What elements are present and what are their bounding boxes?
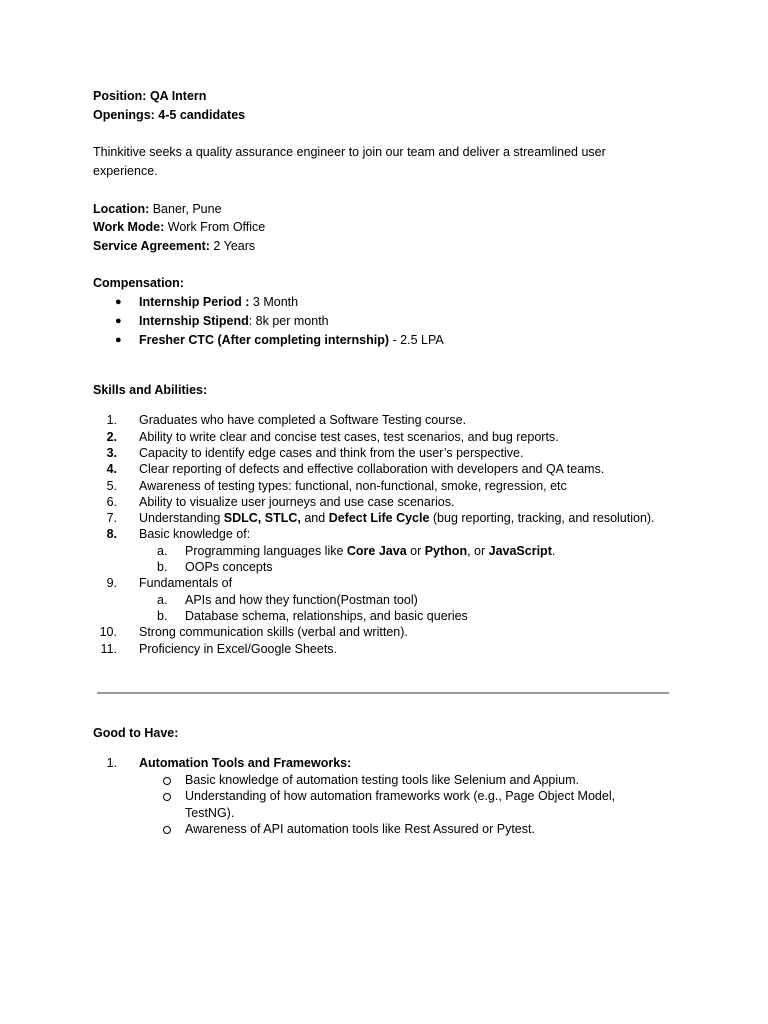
workmode-value: Work From Office (164, 220, 266, 234)
list-text: Database schema, relationships, and basic queries (185, 609, 468, 623)
list-text: Automation Tools and Frameworks: (139, 756, 352, 770)
workmode-row (93, 219, 265, 235)
list-number: 7. (106, 511, 117, 525)
list-number: 3. (106, 446, 117, 460)
list-text: Awareness of API automation tools like Rest Assured or Pytest. (185, 822, 535, 836)
list-text: Capacity to identify edge cases and think from the user’s perspective. (139, 446, 524, 460)
list-text: Ability to write clear and concise test cases, test scenarios, and bug reports. (139, 430, 559, 444)
hollow-bullet-icon (163, 777, 171, 785)
list-letter: a. (157, 544, 168, 558)
list-number: 8. (106, 527, 117, 541)
horizontal-divider (97, 692, 669, 694)
list-text: OOPs concepts (185, 560, 273, 574)
agreement-value: 2 Years (209, 239, 256, 253)
bullet-icon: ● (115, 296, 122, 308)
list-text: TestNG). (185, 806, 235, 820)
list-text: Programming languages like Core Java or Python, or JavaScript. (185, 544, 556, 558)
comp-key: Fresher CTC (After completing internship) (139, 333, 390, 347)
list-text: Basic knowledge of automation testing tools like Selenium and Appium. (185, 773, 579, 787)
location-row (93, 201, 222, 217)
list-text: Proficiency in Excel/Google Sheets. (139, 642, 338, 656)
list-text: Clear reporting of defects and effective collaboration with developers and QA teams. (139, 462, 605, 476)
comp-value: 3 Month (249, 295, 299, 309)
comp-value: : 8k per month (248, 314, 329, 328)
list-number: 1. (106, 756, 117, 770)
list-text: Understanding of how automation frameworks work (e.g., Page Object Model, (185, 789, 616, 803)
bullet-icon: ● (115, 315, 122, 327)
list-number: 6. (106, 495, 117, 509)
list-number: 11. (100, 642, 117, 656)
list-text: Basic knowledge of: (139, 527, 251, 541)
list-number: 9. (106, 576, 117, 590)
position-heading: Position: QA Intern (93, 89, 207, 103)
agreement-row (93, 238, 255, 254)
list-text: Ability to visualize user journeys and use case scenarios. (139, 495, 455, 509)
list-text: Fundamentals of (139, 576, 233, 590)
list-text: Understanding SDLC, STLC, and Defect Life Cycle (bug reporting, tracking, and resolution). (139, 511, 655, 525)
location-value: Baner, Pune (149, 202, 222, 216)
list-number: 10. (99, 625, 117, 639)
good-to-have-heading: Good to Have: (93, 726, 179, 740)
intro-line-2: experience. (93, 164, 158, 178)
list-number: 4. (106, 462, 117, 476)
agreement-key: Service Agreement: (93, 239, 210, 253)
list-letter: b. (157, 609, 168, 623)
skills-heading: Skills and Abilities: (93, 383, 208, 397)
list-text: APIs and how they function(Postman tool) (185, 593, 418, 607)
hollow-bullet-icon (163, 793, 171, 801)
location-key: Location: (93, 202, 150, 216)
list-letter: a. (157, 593, 168, 607)
list-text: Awareness of testing types: functional, non-functional, smoke, regression, etc (139, 479, 567, 493)
comp-value: - 2.5 LPA (389, 333, 444, 347)
compensation-heading: Compensation: (93, 276, 184, 290)
list-number: 5. (106, 479, 117, 493)
bullet-icon: ● (115, 334, 122, 346)
comp-key: Internship Stipend (139, 314, 249, 328)
openings-heading: Openings: 4-5 candidates (93, 108, 246, 122)
list-letter: b. (157, 560, 168, 574)
workmode-key: Work Mode: (93, 220, 165, 234)
list-number: 2. (106, 430, 117, 444)
intro-line-1: Thinkitive seeks a quality assurance engineer to join our team and deliver a streamlined user (93, 145, 606, 159)
list-number: 1. (106, 413, 117, 427)
comp-key: Internship Period : (139, 295, 250, 309)
list-text: Strong communication skills (verbal and written). (139, 625, 408, 639)
list-text: Graduates who have completed a Software Testing course. (139, 413, 467, 427)
hollow-bullet-icon (163, 826, 171, 834)
